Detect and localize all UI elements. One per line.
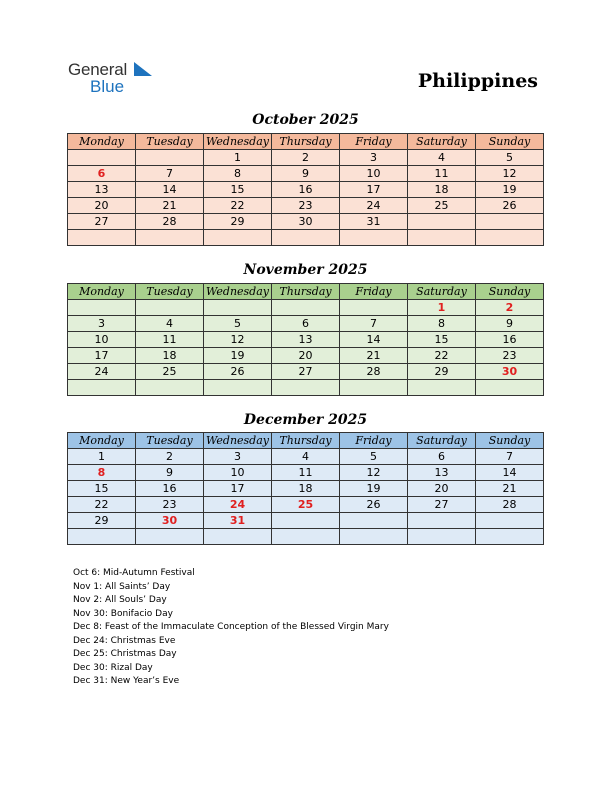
day-cell: 30 bbox=[476, 364, 544, 380]
day-cell: 13 bbox=[272, 332, 340, 348]
day-cell: 25 bbox=[136, 364, 204, 380]
day-cell: 23 bbox=[476, 348, 544, 364]
day-cell: 29 bbox=[68, 513, 136, 529]
day-cell bbox=[68, 230, 136, 246]
day-cell bbox=[68, 150, 136, 166]
day-cell: 3 bbox=[68, 316, 136, 332]
day-cell: 19 bbox=[204, 348, 272, 364]
weekday-header-row bbox=[68, 284, 544, 300]
day-cell: 17 bbox=[204, 481, 272, 497]
week-row bbox=[68, 497, 544, 513]
logo-flag-icon bbox=[134, 62, 154, 78]
day-cell: 18 bbox=[272, 481, 340, 497]
day-cell: 5 bbox=[204, 316, 272, 332]
day-cell: 7 bbox=[476, 449, 544, 465]
weekday-header: Saturday bbox=[408, 134, 476, 150]
day-cell: 23 bbox=[136, 497, 204, 513]
day-cell bbox=[204, 529, 272, 545]
week-row bbox=[68, 364, 544, 380]
day-cell bbox=[340, 529, 408, 545]
day-cell: 11 bbox=[136, 332, 204, 348]
day-cell: 9 bbox=[272, 166, 340, 182]
day-cell bbox=[68, 380, 136, 396]
week-row bbox=[68, 230, 544, 246]
day-cell: 5 bbox=[476, 150, 544, 166]
week-row bbox=[68, 481, 544, 497]
day-cell: 24 bbox=[204, 497, 272, 513]
day-cell bbox=[136, 380, 204, 396]
calendar-december bbox=[67, 432, 544, 545]
week-row bbox=[68, 198, 544, 214]
holiday-note: Oct 6: Mid-Autumn Festival bbox=[73, 568, 195, 578]
holiday-note: Dec 25: Christmas Day bbox=[73, 649, 177, 659]
day-cell: 27 bbox=[272, 364, 340, 380]
week-row bbox=[68, 166, 544, 182]
day-cell: 27 bbox=[408, 497, 476, 513]
holiday-notes bbox=[73, 567, 389, 689]
day-cell: 9 bbox=[136, 465, 204, 481]
weekday-header: Sunday bbox=[476, 284, 544, 300]
holiday-note: Dec 8: Feast of the Immaculate Conception of the Blessed Virgin Mary bbox=[73, 622, 389, 632]
month-title-november: November 2025 bbox=[243, 262, 368, 278]
day-cell bbox=[136, 529, 204, 545]
day-cell: 26 bbox=[204, 364, 272, 380]
day-cell: 13 bbox=[68, 182, 136, 198]
weekday-header: Friday bbox=[340, 284, 408, 300]
holiday-note: Nov 30: Bonifacio Day bbox=[73, 608, 173, 619]
day-cell: 24 bbox=[68, 364, 136, 380]
week-row bbox=[68, 214, 544, 230]
day-cell bbox=[272, 513, 340, 529]
day-cell: 14 bbox=[340, 332, 408, 348]
day-cell: 25 bbox=[272, 497, 340, 513]
day-cell: 1 bbox=[204, 150, 272, 166]
day-cell: 30 bbox=[272, 214, 340, 230]
day-cell: 15 bbox=[68, 481, 136, 497]
calendar-november bbox=[67, 283, 544, 396]
day-cell: 4 bbox=[272, 449, 340, 465]
day-cell: 22 bbox=[204, 198, 272, 214]
week-row bbox=[68, 150, 544, 166]
day-cell: 13 bbox=[408, 465, 476, 481]
day-cell bbox=[136, 230, 204, 246]
day-cell: 22 bbox=[408, 348, 476, 364]
day-cell: 28 bbox=[136, 214, 204, 230]
day-cell: 15 bbox=[204, 182, 272, 198]
day-cell: 14 bbox=[136, 182, 204, 198]
day-cell: 4 bbox=[136, 316, 204, 332]
day-cell: 24 bbox=[340, 198, 408, 214]
day-cell bbox=[204, 230, 272, 246]
day-cell: 7 bbox=[136, 166, 204, 182]
day-cell: 25 bbox=[408, 198, 476, 214]
holiday-note: Dec 31: New Year’s Eve bbox=[73, 676, 180, 686]
day-cell bbox=[272, 230, 340, 246]
logo-text-blue: Blue bbox=[90, 77, 125, 96]
day-cell: 3 bbox=[340, 150, 408, 166]
day-cell: 12 bbox=[340, 465, 408, 481]
week-row bbox=[68, 465, 544, 481]
day-cell: 23 bbox=[272, 198, 340, 214]
day-cell: 31 bbox=[204, 513, 272, 529]
day-cell: 12 bbox=[204, 332, 272, 348]
weekday-header: Wednesday bbox=[204, 134, 272, 150]
day-cell: 6 bbox=[68, 166, 136, 182]
day-cell: 18 bbox=[408, 182, 476, 198]
week-row bbox=[68, 332, 544, 348]
day-cell bbox=[476, 214, 544, 230]
day-cell: 30 bbox=[136, 513, 204, 529]
day-cell: 28 bbox=[476, 497, 544, 513]
day-cell bbox=[272, 529, 340, 545]
day-cell: 2 bbox=[476, 300, 544, 316]
day-cell: 1 bbox=[408, 300, 476, 316]
day-cell bbox=[68, 529, 136, 545]
weekday-header: Monday bbox=[68, 284, 136, 300]
week-row bbox=[68, 529, 544, 545]
week-row bbox=[68, 182, 544, 198]
logo-text-general: General bbox=[68, 60, 128, 79]
day-cell bbox=[68, 300, 136, 316]
day-cell: 2 bbox=[136, 449, 204, 465]
day-cell: 19 bbox=[476, 182, 544, 198]
week-row bbox=[68, 449, 544, 465]
week-row bbox=[68, 380, 544, 396]
weekday-header: Wednesday bbox=[204, 284, 272, 300]
weekday-header: Tuesday bbox=[136, 134, 204, 150]
day-cell: 20 bbox=[272, 348, 340, 364]
day-cell: 2 bbox=[272, 150, 340, 166]
day-cell: 21 bbox=[476, 481, 544, 497]
day-cell: 15 bbox=[408, 332, 476, 348]
weekday-header: Friday bbox=[340, 433, 408, 449]
weekday-header: Saturday bbox=[408, 433, 476, 449]
day-cell bbox=[408, 380, 476, 396]
day-cell: 29 bbox=[204, 214, 272, 230]
month-title-december: December 2025 bbox=[243, 412, 368, 428]
weekday-header-row bbox=[68, 433, 544, 449]
day-cell: 10 bbox=[68, 332, 136, 348]
holiday-note: Dec 24: Christmas Eve bbox=[73, 635, 176, 646]
holiday-note: Nov 2: All Souls’ Day bbox=[73, 595, 167, 605]
day-cell bbox=[476, 230, 544, 246]
day-cell bbox=[204, 300, 272, 316]
day-cell bbox=[272, 380, 340, 396]
day-cell: 28 bbox=[340, 364, 408, 380]
weekday-header: Monday bbox=[68, 134, 136, 150]
day-cell: 16 bbox=[476, 332, 544, 348]
day-cell: 26 bbox=[476, 198, 544, 214]
day-cell: 26 bbox=[340, 497, 408, 513]
week-row bbox=[68, 316, 544, 332]
day-cell: 16 bbox=[272, 182, 340, 198]
day-cell bbox=[476, 513, 544, 529]
calendar-october bbox=[67, 133, 544, 246]
weekday-header: Tuesday bbox=[136, 284, 204, 300]
day-cell bbox=[204, 380, 272, 396]
day-cell bbox=[272, 300, 340, 316]
day-cell bbox=[408, 214, 476, 230]
week-row bbox=[68, 348, 544, 364]
day-cell bbox=[136, 300, 204, 316]
day-cell bbox=[408, 230, 476, 246]
weekday-header: Thursday bbox=[272, 284, 340, 300]
day-cell: 27 bbox=[68, 214, 136, 230]
day-cell bbox=[340, 230, 408, 246]
week-row bbox=[68, 300, 544, 316]
month-title-october: October 2025 bbox=[252, 112, 359, 128]
day-cell: 17 bbox=[68, 348, 136, 364]
day-cell: 11 bbox=[408, 166, 476, 182]
weekday-header-row bbox=[68, 134, 544, 150]
day-cell: 5 bbox=[340, 449, 408, 465]
country-title: Philippines bbox=[417, 70, 538, 92]
holiday-note: Nov 1: All Saints’ Day bbox=[73, 581, 171, 592]
weekday-header: Wednesday bbox=[204, 433, 272, 449]
weekday-header: Thursday bbox=[272, 134, 340, 150]
day-cell: 8 bbox=[68, 465, 136, 481]
day-cell: 20 bbox=[68, 198, 136, 214]
holiday-note: Dec 30: Rizal Day bbox=[73, 662, 153, 673]
day-cell: 10 bbox=[340, 166, 408, 182]
day-cell: 17 bbox=[340, 182, 408, 198]
day-cell: 18 bbox=[136, 348, 204, 364]
day-cell: 8 bbox=[408, 316, 476, 332]
day-cell: 1 bbox=[68, 449, 136, 465]
week-row bbox=[68, 513, 544, 529]
day-cell: 22 bbox=[68, 497, 136, 513]
day-cell bbox=[476, 380, 544, 396]
day-cell bbox=[408, 529, 476, 545]
day-cell: 21 bbox=[136, 198, 204, 214]
weekday-header: Sunday bbox=[476, 433, 544, 449]
day-cell: 3 bbox=[204, 449, 272, 465]
day-cell: 19 bbox=[340, 481, 408, 497]
day-cell: 6 bbox=[408, 449, 476, 465]
day-cell: 8 bbox=[204, 166, 272, 182]
day-cell bbox=[340, 513, 408, 529]
day-cell: 4 bbox=[408, 150, 476, 166]
day-cell: 12 bbox=[476, 166, 544, 182]
day-cell bbox=[408, 513, 476, 529]
day-cell: 29 bbox=[408, 364, 476, 380]
day-cell: 10 bbox=[204, 465, 272, 481]
day-cell: 6 bbox=[272, 316, 340, 332]
day-cell: 9 bbox=[476, 316, 544, 332]
day-cell: 20 bbox=[408, 481, 476, 497]
generalblue-logo bbox=[68, 60, 163, 96]
day-cell bbox=[476, 529, 544, 545]
weekday-header: Sunday bbox=[476, 134, 544, 150]
weekday-header: Saturday bbox=[408, 284, 476, 300]
day-cell bbox=[340, 380, 408, 396]
weekday-header: Friday bbox=[340, 134, 408, 150]
day-cell bbox=[340, 300, 408, 316]
day-cell: 31 bbox=[340, 214, 408, 230]
day-cell: 21 bbox=[340, 348, 408, 364]
weekday-header: Thursday bbox=[272, 433, 340, 449]
weekday-header: Tuesday bbox=[136, 433, 204, 449]
day-cell: 14 bbox=[476, 465, 544, 481]
day-cell: 7 bbox=[340, 316, 408, 332]
day-cell bbox=[136, 150, 204, 166]
weekday-header: Monday bbox=[68, 433, 136, 449]
day-cell: 16 bbox=[136, 481, 204, 497]
day-cell: 11 bbox=[272, 465, 340, 481]
